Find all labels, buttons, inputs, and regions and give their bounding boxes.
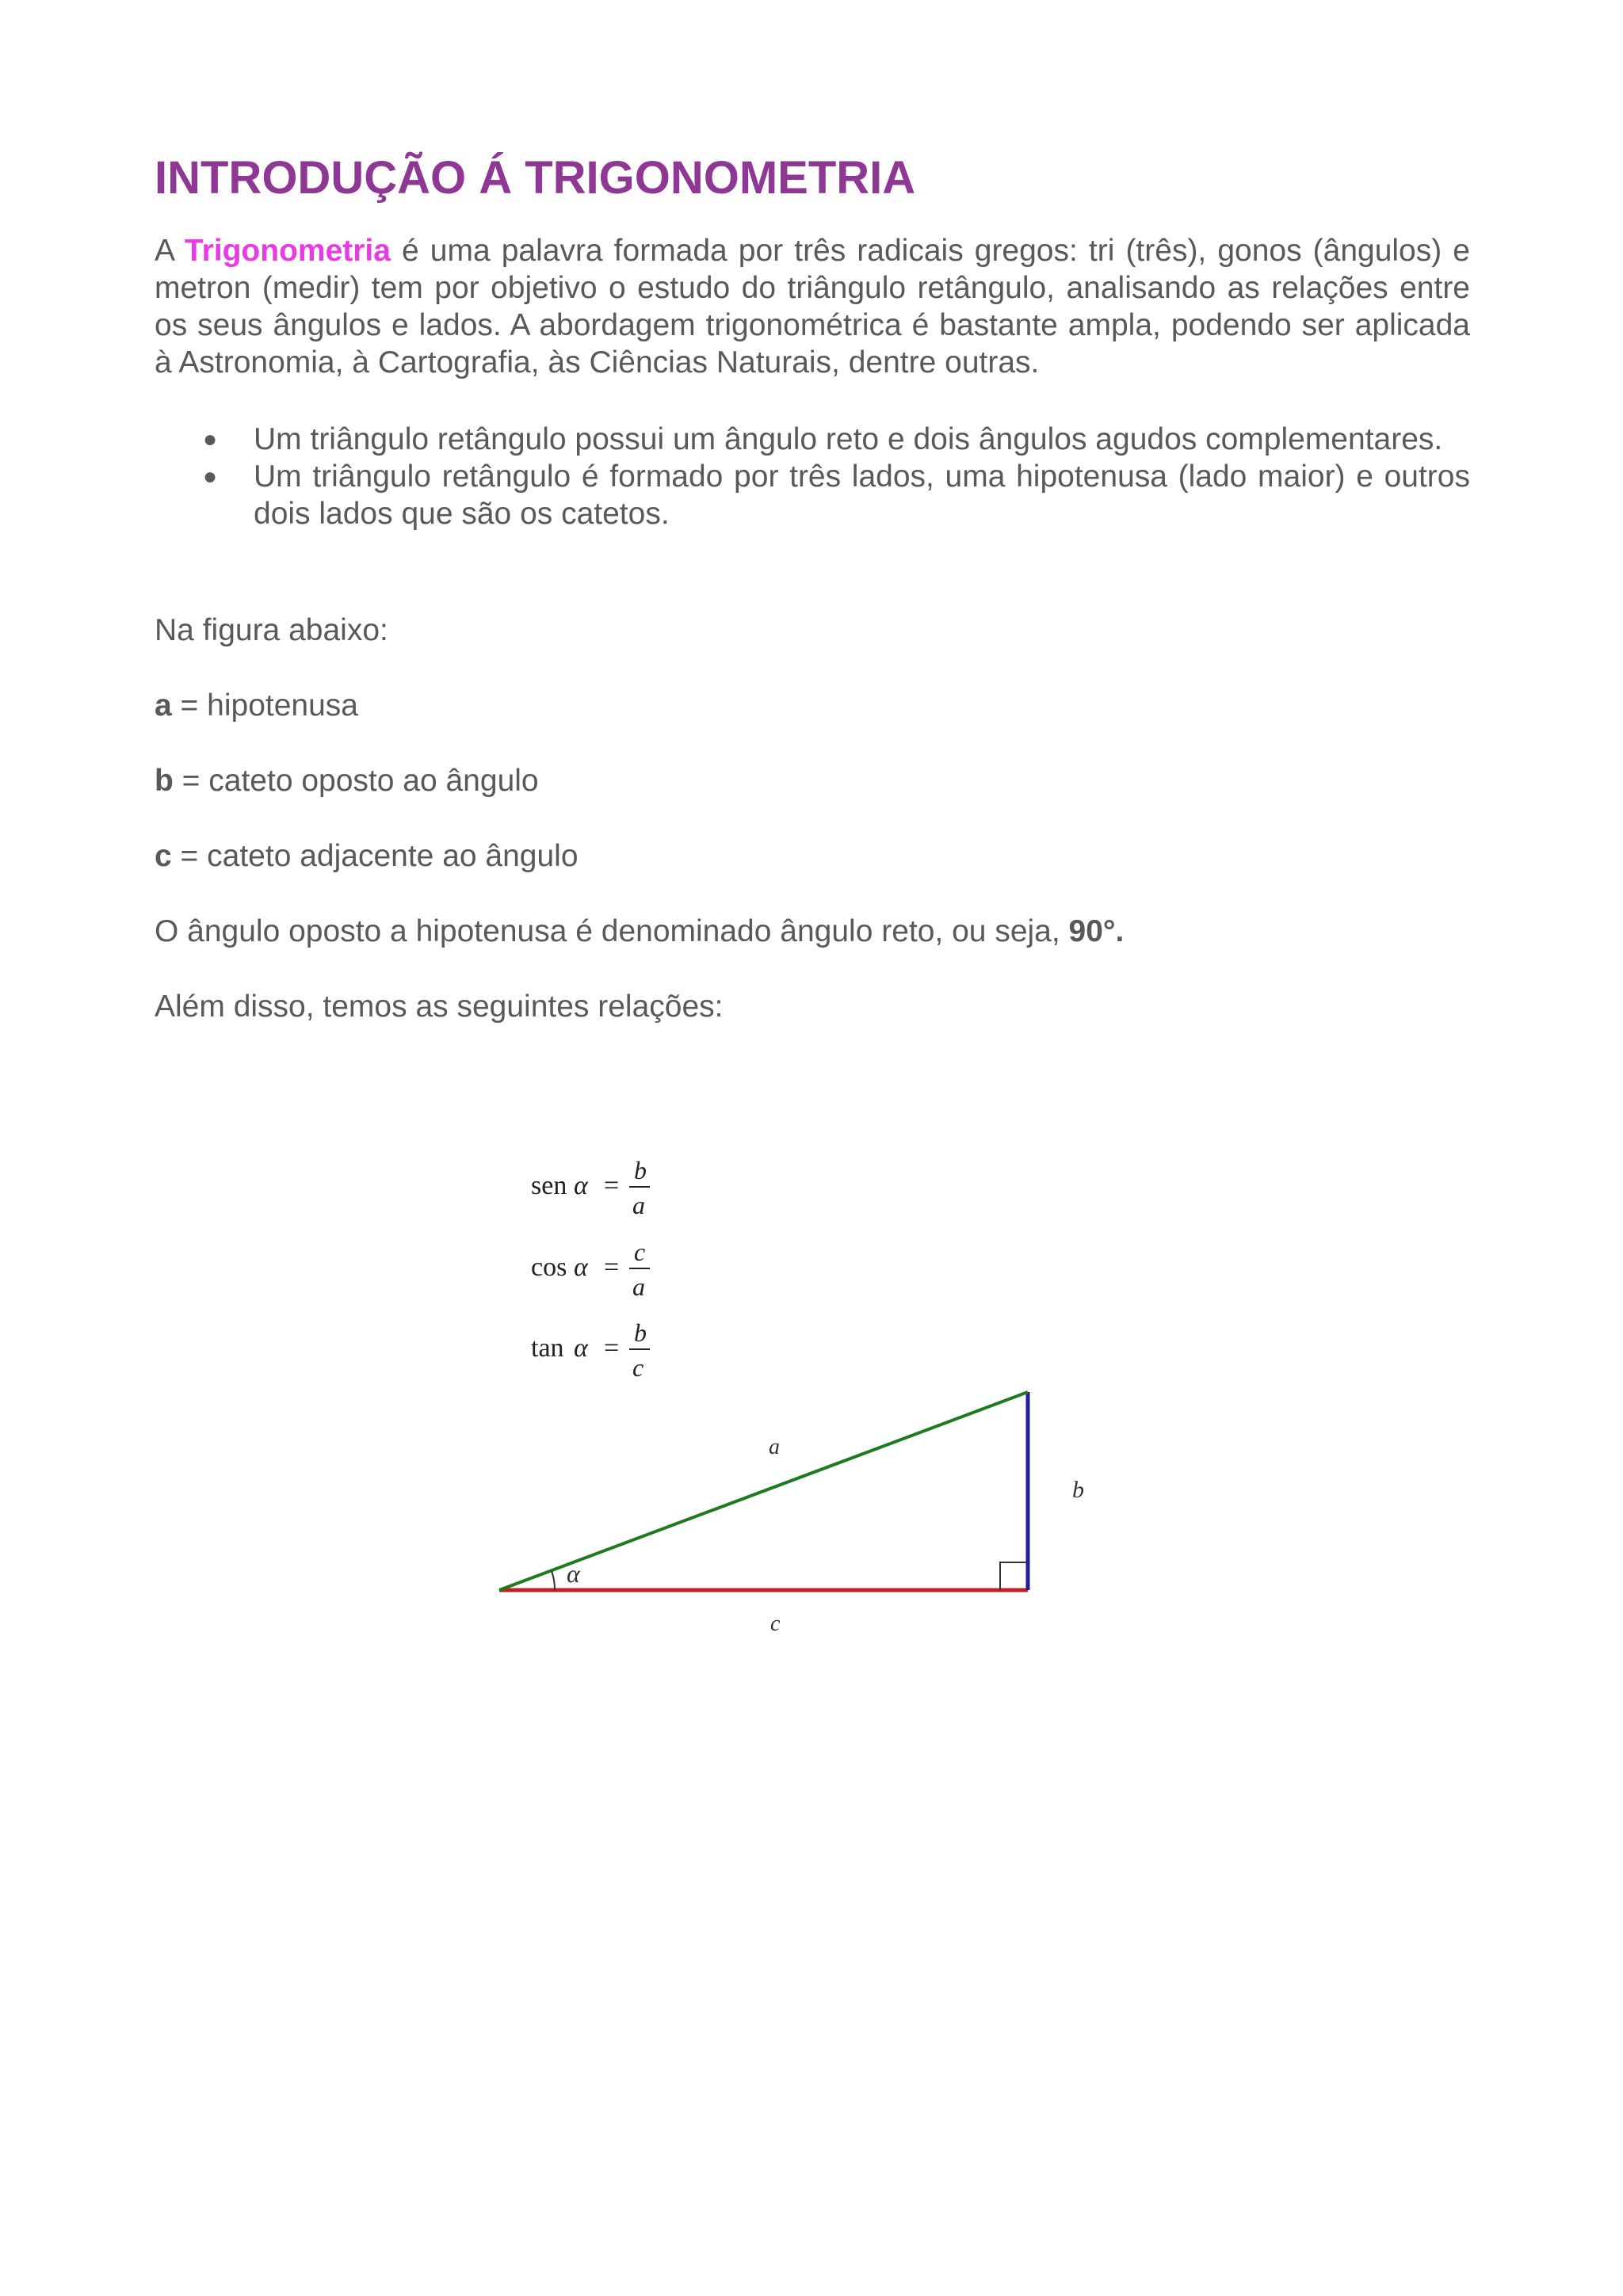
formula-eq: = — [604, 1333, 620, 1363]
formula-den: a — [632, 1272, 645, 1301]
formula-den: c — [632, 1353, 644, 1382]
formula-fn: tan — [531, 1333, 564, 1363]
definition-a — [155, 687, 1470, 724]
definition-b — [155, 762, 1470, 799]
right-angle-text: O ângulo oposto a hipotenusa é denominado ângulo reto, ou seja, — [155, 914, 1069, 948]
formula-var: α — [574, 1253, 588, 1282]
angle-label: α — [567, 1559, 580, 1588]
formula-den: a — [632, 1191, 645, 1219]
formula-var: α — [574, 1333, 588, 1363]
definition-letter: b — [155, 764, 174, 798]
list-item — [155, 421, 1470, 458]
bullet-text: Um triângulo retângulo possui um ângulo reto e dois ângulos agudos complementares. — [254, 422, 1443, 456]
definition-c — [155, 837, 1470, 875]
intro-paragraph — [155, 232, 1470, 381]
intro-prefix: A — [155, 234, 185, 268]
intro-text: é uma palavra formada por três radicais gregos: tri (três), gonos (ângulos) e metron (medir) tem por objetivo o estudo do triângulo retângulo, analisando as relações entre os seus ângulos e lados. A abordagem trigonométrica é bastante ampla, podendo ser aplicada à Astronomia, à Cartografia, às Ciências Naturais, dentre outras. — [155, 234, 1470, 379]
bullet-icon: ● — [203, 426, 218, 452]
definition-text: = cateto oposto ao ângulo — [173, 764, 539, 798]
formula-cos — [531, 1238, 650, 1301]
hypotenuse-label: a — [769, 1435, 780, 1459]
formula-fn: cos — [531, 1253, 567, 1282]
list-item — [155, 458, 1470, 532]
formula-eq: = — [604, 1171, 620, 1200]
formula-num: c — [634, 1238, 646, 1266]
angle-arc — [552, 1571, 555, 1590]
right-angle-value: 90°. — [1068, 914, 1125, 948]
opposite-label: b — [1072, 1477, 1084, 1503]
adjacent-label: c — [770, 1611, 781, 1636]
intro-highlight: Trigonometria — [184, 234, 391, 268]
definition-letter: c — [155, 839, 172, 873]
formula-eq: = — [604, 1253, 620, 1282]
page-title: INTRODUÇÃO Á TRIGONOMETRIA — [155, 152, 916, 204]
trig-figure-svg — [491, 1141, 1141, 1648]
formula-fn: sen — [531, 1171, 567, 1200]
bullet-text: Um triângulo retângulo é formado por três lados, uma hipotenusa (lado maior) e outros dois lados que são os catetos. — [254, 460, 1470, 531]
right-angle-sentence — [155, 913, 1470, 950]
bullet-list — [155, 421, 1470, 532]
document-page — [155, 143, 1470, 1025]
trig-figure — [491, 1141, 1141, 1648]
relations-intro: Além disso, temos as seguintes relações: — [155, 990, 724, 1024]
formula-var: α — [574, 1171, 588, 1200]
definition-text: = hipotenusa — [171, 688, 358, 723]
definition-letter: a — [155, 688, 172, 723]
figure-intro: Na figura abaixo: — [155, 613, 388, 647]
definition-text: = cateto adjacente ao ângulo — [171, 839, 579, 873]
right-triangle — [499, 1392, 1084, 1636]
formula-num: b — [634, 1156, 647, 1184]
bullet-icon: ● — [203, 463, 218, 490]
right-angle-marker — [1000, 1562, 1028, 1590]
formula-sen — [531, 1156, 650, 1219]
formula-num: b — [634, 1318, 647, 1347]
formula-tan — [531, 1318, 650, 1382]
